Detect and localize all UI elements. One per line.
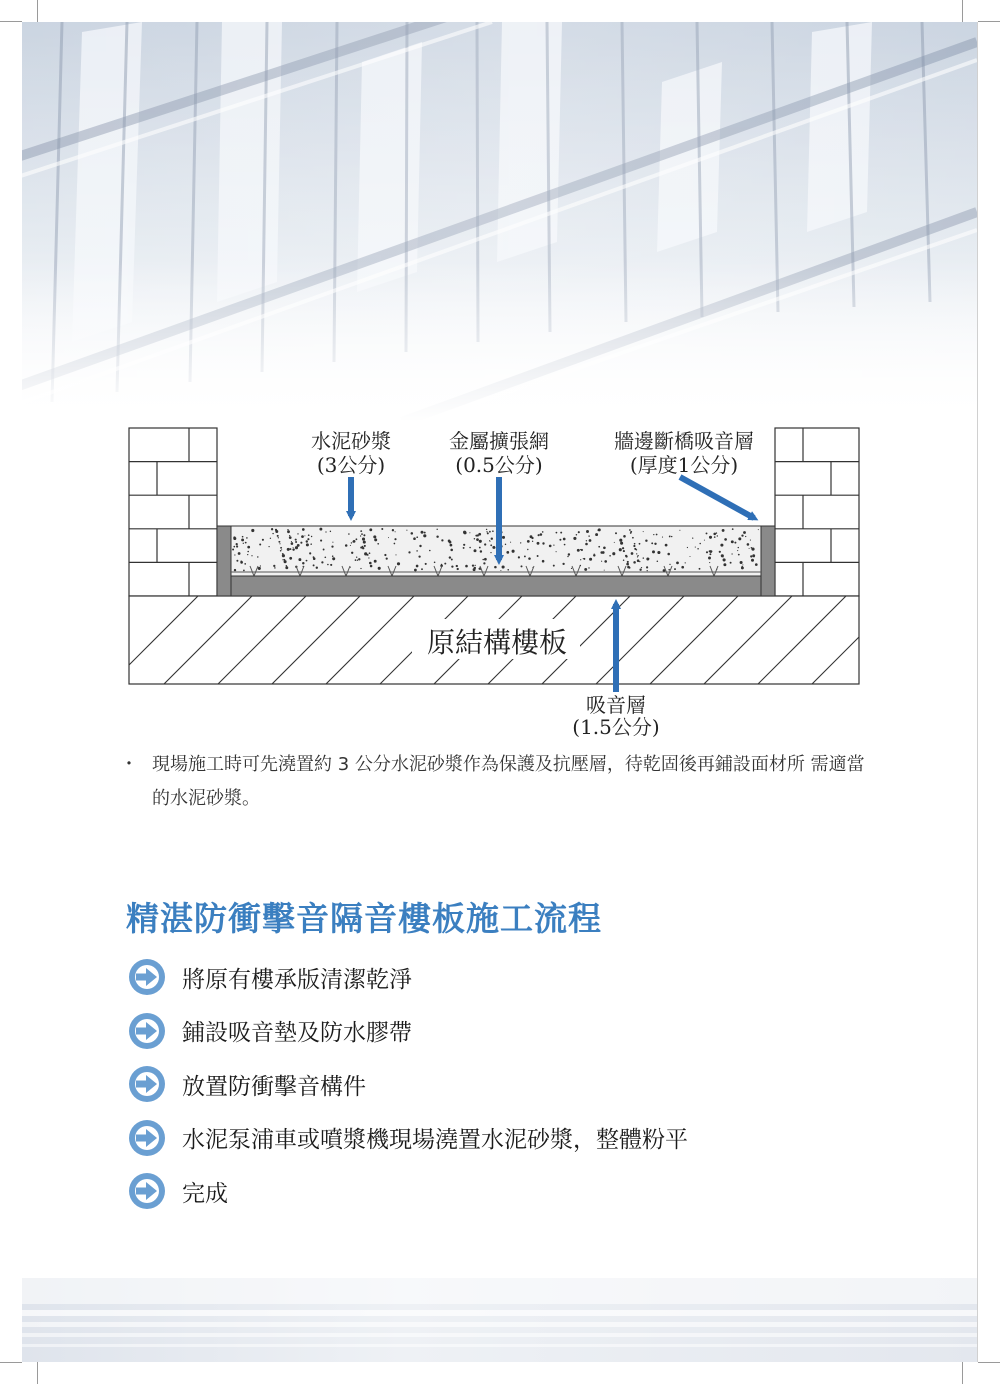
step-label: 放置防衝擊音構件	[182, 1073, 366, 1100]
label-edge-layer-line1: 牆邊斷橋吸音層	[614, 429, 754, 453]
process-steps	[128, 960, 688, 1228]
arrow-circle-icon	[128, 1012, 166, 1050]
label-sound-layer-line1: 吸音層	[586, 693, 646, 717]
right-brick-wall	[775, 428, 859, 596]
label-metal-mesh-line2: (0.5公分)	[455, 453, 543, 477]
note-bullet: ・	[120, 754, 138, 775]
process-step	[128, 1174, 688, 1208]
process-step	[128, 1067, 688, 1101]
label-structure-slab: 原結構樓板	[426, 626, 568, 659]
arrow-circle-icon	[128, 1065, 166, 1103]
left-brick-wall	[129, 428, 217, 596]
label-mortar-line1: 水泥砂漿	[311, 429, 391, 453]
process-step	[128, 960, 688, 994]
left-edge-strip	[217, 526, 231, 596]
section-title: 精湛防衝擊音隔音樓板施工流程	[126, 899, 602, 938]
note-text: 現場施工時可先澆置約 3 公分水泥砂漿作為保護及抗壓層，待乾固後再鋪設面材所 需適當的水泥砂漿。	[152, 754, 865, 809]
arrow-circle-icon	[128, 1172, 166, 1210]
footer-band	[22, 1278, 977, 1362]
arrow-circle-icon	[128, 958, 166, 996]
arrow-circle-icon	[128, 1119, 166, 1157]
arrow-edge-layer	[680, 477, 754, 518]
crop-mark-br-h	[978, 1362, 1000, 1363]
right-edge-strip	[761, 526, 775, 596]
step-label: 將原有樓承版清潔乾淨	[182, 966, 412, 993]
label-sound-layer-line2: (1.5公分)	[572, 715, 660, 739]
step-label: 水泥泵浦車或噴漿機現場澆置水泥砂漿，整體粉平	[182, 1127, 688, 1153]
crop-mark-bl-h	[0, 1362, 22, 1363]
process-step	[128, 1121, 688, 1155]
step-label: 完成	[182, 1180, 228, 1207]
step-label: 鋪設吸音墊及防水膠帶	[182, 1020, 412, 1046]
sound-absorbing-layer	[231, 576, 761, 596]
construction-note	[120, 748, 880, 816]
label-mortar-line2: (3公分)	[316, 453, 386, 477]
process-step	[128, 1014, 688, 1048]
label-metal-mesh-line1: 金屬擴張網	[449, 429, 549, 453]
crop-mark-br-v	[962, 1362, 963, 1384]
crop-mark-bl-v	[37, 1362, 38, 1384]
label-edge-layer-line2: (厚度1公分)	[629, 453, 739, 477]
